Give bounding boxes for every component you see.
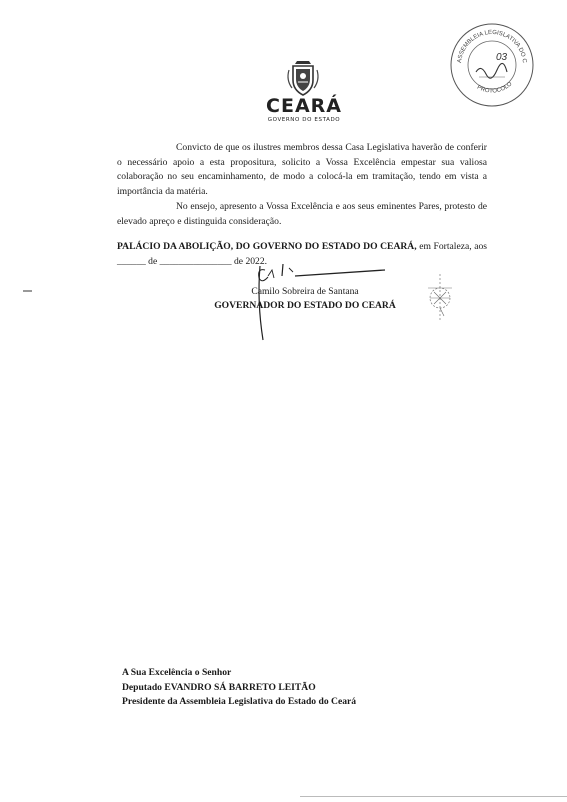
stamp-folha: 03 [496,52,508,63]
coat-of-arms-icon [283,58,323,98]
protocol-stamp [449,22,535,108]
bottom-divider [300,796,567,797]
signer-role: GOVERNADOR DO ESTADO DO CEARÁ [214,300,396,311]
place-rest: em Fortaleza, aos ______ de _______________ de 2022. [117,241,487,267]
signature-block [205,285,405,313]
side-seal-icon [420,270,460,325]
place-bold: PALÁCIO DA ABOLIÇÃO, DO GOVERNO DO ESTADO DO CEARÁ, [117,241,417,252]
brand-logo [256,96,352,124]
recipient-line-2: Deputado EVANDRO SÁ BARRETO LEITÃO [122,681,316,693]
recipient-block [122,666,482,710]
stamp-ring-text: ASSEMBLEIA LEGISLATIVA DO C [457,29,527,64]
stamp-bottom-text: PROTOCOLO [475,81,514,95]
signer-name: Camilo Sobreira de Santana [251,286,359,297]
paragraph-2: No ensejo, apresento a Vossa Excelência e aos seus eminentes Pares, protesto de elevado apreço e distinguida consideração. [117,201,487,227]
recipient-line-1: A Sua Excelência o Senhor [122,667,232,678]
paragraph-1: Convicto de que os ilustres membros dessa Casa Legislativa haverão de conferir o necessário apoio a esta propositura, solicito a Vossa Excelência empestar sua valiosa colaboração no seu encaminhamento, de modo a colocá-la em tramitação, tendo em vista a importância da matéria. [117,142,487,197]
recipient-line-3: Presidente da Assembleia Legislativa do Estado do Ceará [122,696,357,707]
brand-name: CEARÁ [266,95,342,117]
margin-mark [22,280,34,284]
brand-subtitle: GOVERNO DO ESTADO [267,117,341,123]
